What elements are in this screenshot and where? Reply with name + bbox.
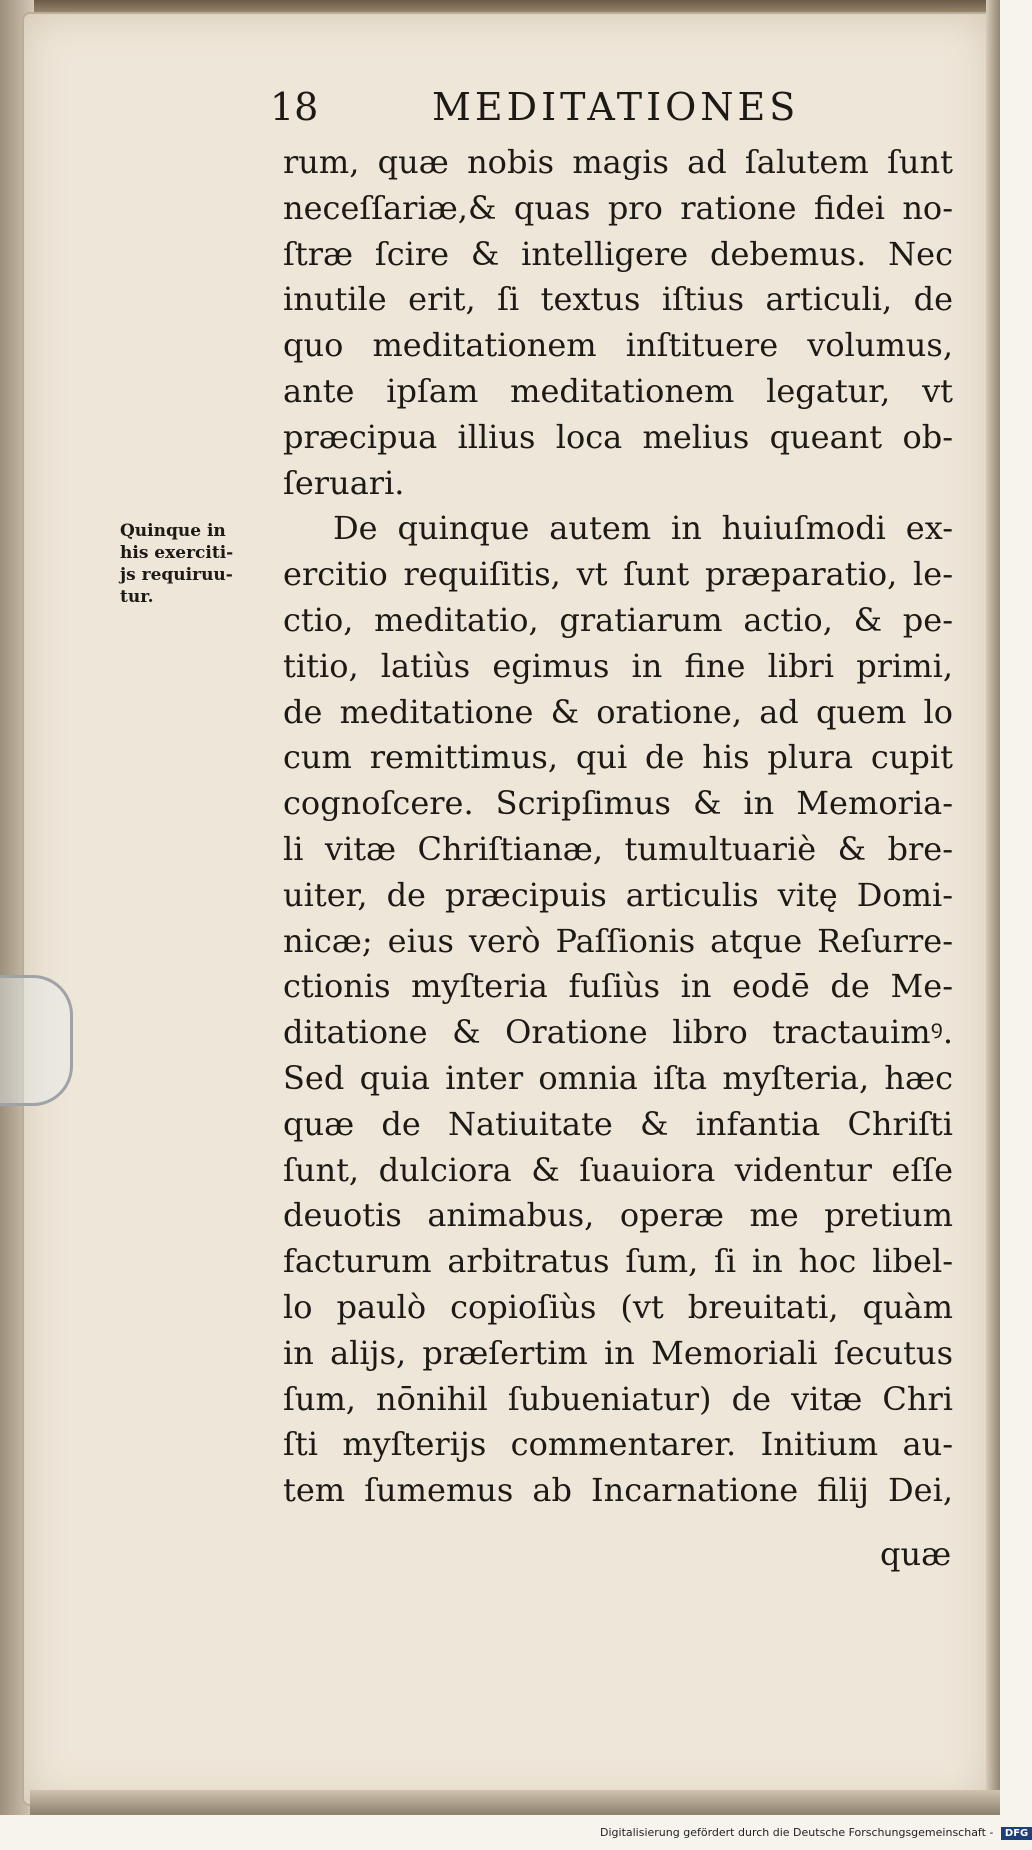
text-line: de meditatione & oratione, ad quem lo <box>283 692 953 731</box>
page-header <box>270 85 830 135</box>
text-line: li vitæ Chriſtianæ, tumultuariè & bre- <box>283 829 953 868</box>
text-line: Sed quia inter omnia iſta myſteria, hæc <box>283 1058 953 1097</box>
text-line: rum, quæ nobis magis ad ſalutem ſunt <box>283 143 953 181</box>
text-line: De quinque autem in huiuſmodi ex- <box>333 509 953 548</box>
text-line: cum remittimus, qui de his plura cupit <box>283 738 953 777</box>
text-line: ctio, meditatio, gratiarum actio, & pe- <box>283 600 953 639</box>
text-line: lo paulò copioſiùs (vt breuitati, quàm <box>283 1287 953 1326</box>
margin-note-line: tur. <box>120 587 154 607</box>
text-line: deuotis animabus, operæ me pretium <box>283 1196 953 1235</box>
text-line: ſeruari. <box>283 463 405 502</box>
page-edge-right <box>986 0 1000 1815</box>
text-line: facturum arbitratus ſum, ſi in hoc libel- <box>283 1242 953 1281</box>
text-line: ſti myſterijs commentarer. Initium au- <box>283 1425 953 1464</box>
text-line: cognoſcere. Scripſimus & in Memoria- <box>283 784 953 823</box>
text-line: in alijs, præſertim in Memoriali ſecutus <box>283 1333 953 1372</box>
margin-note <box>120 520 270 608</box>
dfg-logo: DFG <box>1001 1827 1032 1840</box>
body-text <box>283 140 953 1514</box>
text-line: quæ de Natiuitate & infantia Chriſti <box>283 1104 953 1143</box>
text-line: ctionis myſteria fuſiùs in eodē de Me- <box>283 967 953 1006</box>
text-line: ercitio requiſitis, vt ſunt præparatio, le- <box>283 555 953 594</box>
text-line: ſtræ ſcire & intelligere debemus. Nec <box>283 234 953 273</box>
text-line: uiter, de præcipuis articulis vitę Domi- <box>283 875 953 914</box>
footer-text: Digitalisierung gefördert durch die Deutsche Forschungsgemeinschaft - <box>600 1826 994 1839</box>
text-line: titio, latiùs egimus in fine libri primi, <box>283 646 953 685</box>
text-line: ante ipſam meditationem legatur, vt <box>283 371 953 410</box>
catchword: quæ <box>880 1535 952 1573</box>
text-line: tem ſumemus ab Incarnatione filij Dei, <box>283 1471 953 1510</box>
text-line: ſum, nōnihil ſubueniatur) de vitæ Chri <box>283 1379 953 1418</box>
text-line: quo meditationem inſtituere volumus, <box>283 326 953 365</box>
margin-note-line: js requiruu- <box>120 565 233 585</box>
text-line: ditatione & Oratione libro tractauimꝰ. <box>283 1013 953 1052</box>
text-line: ſunt, dulciora & ſuauiora videntur eſſe <box>283 1150 953 1189</box>
running-title: MEDITATIONES <box>432 85 800 129</box>
text-line: inutile erit, ſi textus iſtius articuli, de <box>283 280 953 319</box>
margin-note-line: Quinque in <box>120 521 226 541</box>
text-line: præcipua illius loca melius queant ob- <box>283 417 953 456</box>
text-line: nicæ; eius verò Paſſionis atque Reſurre- <box>283 921 953 960</box>
page-number: 18 <box>270 85 319 129</box>
digitization-footer <box>600 1826 1029 1846</box>
page-clip <box>0 975 73 1106</box>
page-edge-bottom <box>30 1790 1000 1815</box>
text-line: neceſſariæ,& quas pro ratione fidei no- <box>283 188 953 227</box>
margin-note-line: his exerciti- <box>120 543 234 563</box>
